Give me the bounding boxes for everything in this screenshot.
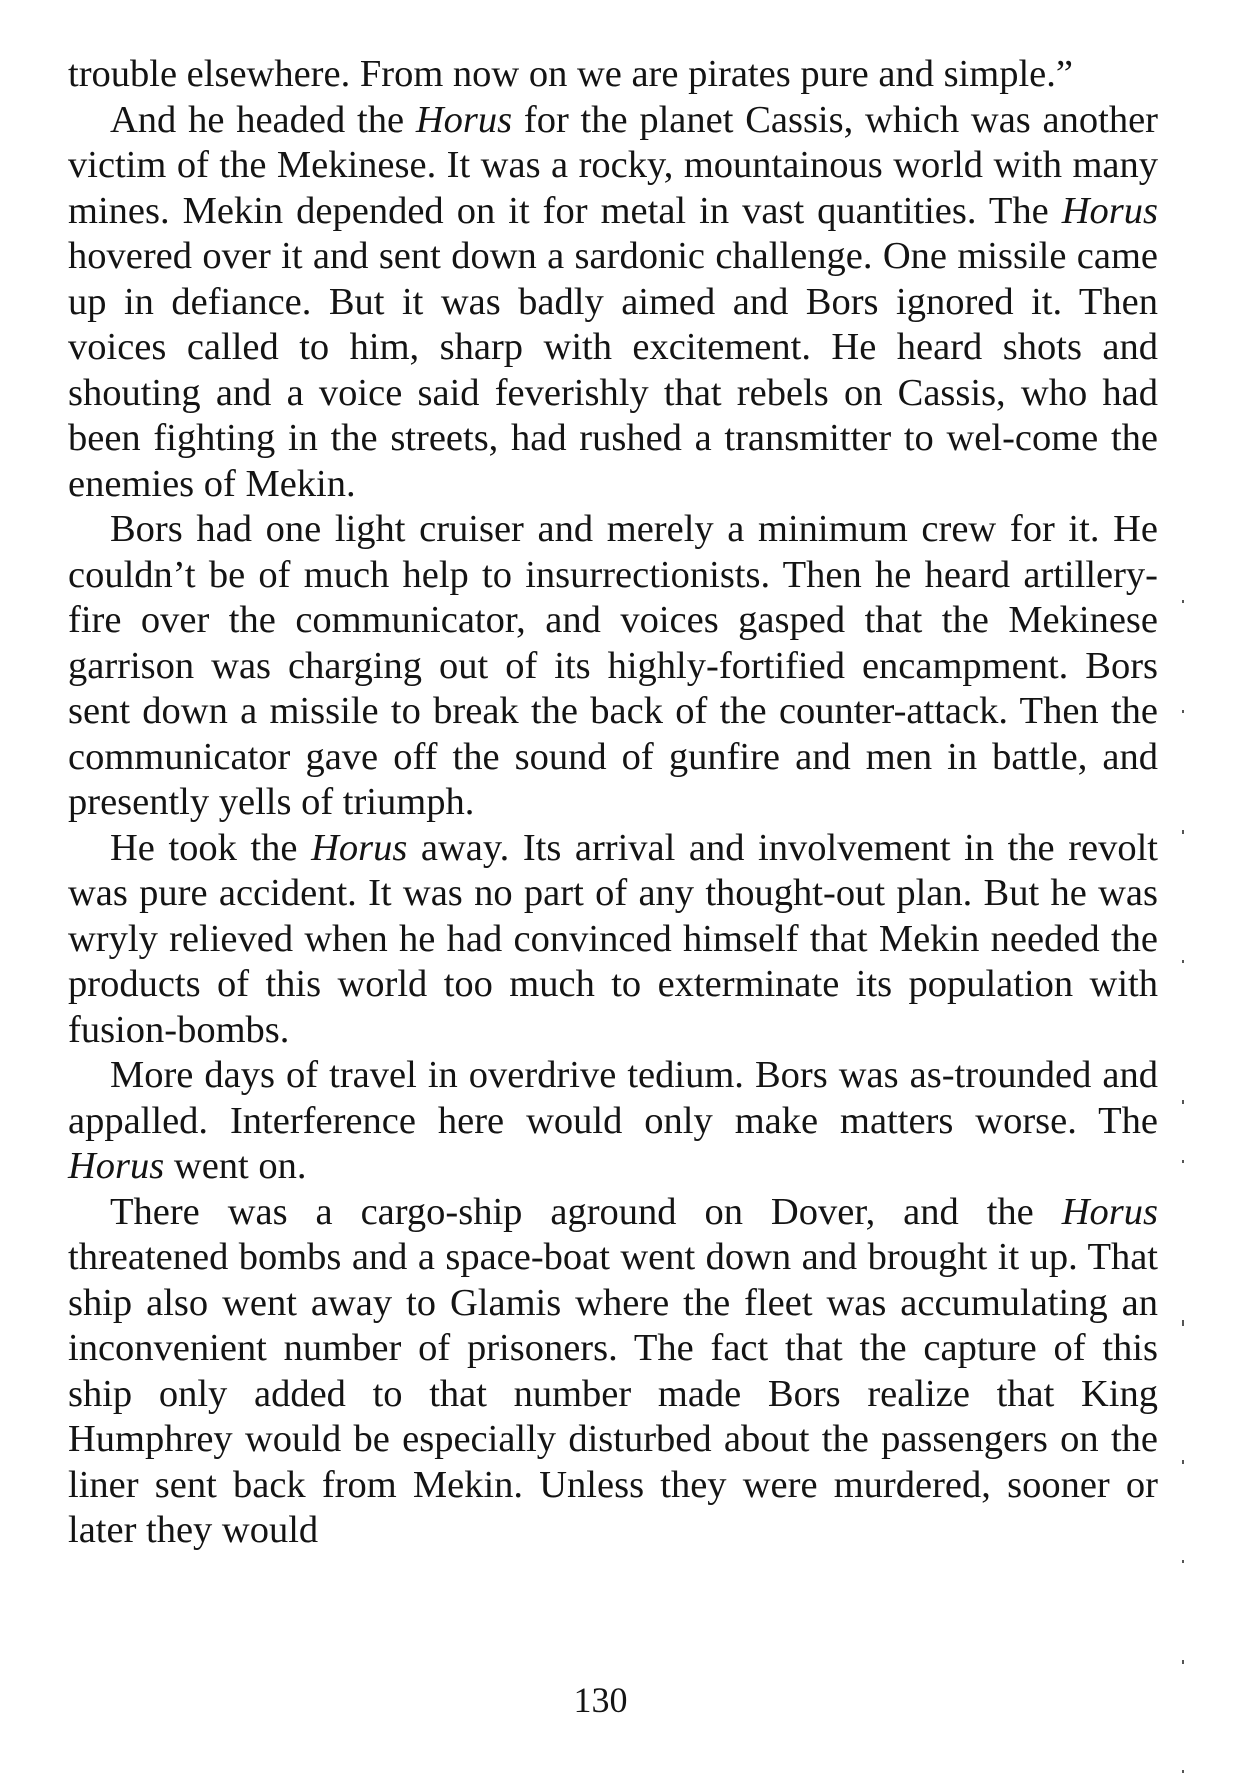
paragraph-5	[68, 1053, 1158, 1190]
text-run: More days of travel in overdrive tedium. Bors was as-trounded and appalled. Interference here would only make matters worse. The	[68, 1054, 1158, 1142]
page-number: 130	[573, 1680, 628, 1720]
paragraph-6	[68, 1190, 1158, 1554]
ship-name-italic: Horus	[68, 1145, 165, 1187]
text-run: He took the	[110, 826, 312, 869]
text-run: Bors had one light cruiser and merely a minimum crew for it. He couldn’t be of much help to insurrectionists. Then he heard artillery-fire over the communicator, and voices gasped that the Mekinese garrison was charging out of its highly-fortified encampment. Bors sent down a missile to break the back of the counter-attack. Then the communicator gave off the sound of gunfire and men in battle, and presently yells of triumph.	[68, 508, 1158, 823]
scan-margin-artifacts	[1178, 600, 1190, 1780]
text-run: There was a cargo-ship aground on Dover, and the	[110, 1190, 1062, 1233]
scan-mark	[1182, 1660, 1184, 1664]
ship-name-italic: Horus	[311, 826, 408, 869]
text-run: hovered over it and sent down a sardonic challenge. One missile came up in defiance. But it was badly aimed and Bors ignored it. Then voices called to him, sharp with excitement. He heard shots and shouting and a voice said feverishly that rebels on Cassis, who had been fighting in the streets, had rushed a transmitter to wel-come the enemies of Mekin.	[68, 235, 1158, 505]
text-run: away. Its arrival and involvement in the revolt was pure accident. It was no part of any thought-out plan. But he was wryly relieved when he had convinced himself that Mekin needed the products of this world too much to exterminate its population with fusion-bombs.	[68, 826, 1158, 1051]
scan-mark	[1182, 710, 1184, 713]
scan-mark	[1182, 1560, 1184, 1563]
paragraph-4	[68, 826, 1158, 1054]
scan-mark	[1182, 960, 1184, 963]
ship-name-italic: Horus	[1061, 1190, 1158, 1233]
text-run: for the planet Cassis, which was another victim of the Mekinese. It was a rocky, mountainous world with many mines. Mekin depended on it for metal in vast quantities. The	[68, 98, 1158, 232]
scan-mark	[1182, 1460, 1184, 1464]
text-run: And he headed the	[110, 98, 416, 141]
scan-mark	[1182, 1100, 1184, 1104]
ship-name-italic: Horus	[1061, 189, 1158, 232]
scan-mark	[1182, 830, 1184, 834]
scan-mark	[1182, 600, 1184, 603]
book-page-text	[68, 52, 1158, 1554]
text-run: threatened bombs and a space-boat went down and brought it up. That ship also went away to Glamis where the fleet was accumulating an inconvenient number of prisoners. The fact that the capture of this ship only added to that number made Bors realize that King Humphrey would be especially disturbed about the passengers on the liner sent back from Mekin. Unless they were murdered, sooner or later they would	[68, 1236, 1158, 1551]
paragraph-1	[68, 52, 1158, 98]
text-run: went on.	[164, 1145, 307, 1187]
scan-mark	[1182, 1770, 1184, 1773]
text-run: trouble elsewhere. From now on we are pirates pure and simple.”	[68, 53, 1073, 95]
paragraph-2	[68, 98, 1158, 508]
scan-mark	[1182, 1160, 1184, 1163]
paragraph-3	[68, 507, 1158, 826]
scan-mark	[1182, 1320, 1184, 1326]
ship-name-italic: Horus	[415, 98, 513, 141]
